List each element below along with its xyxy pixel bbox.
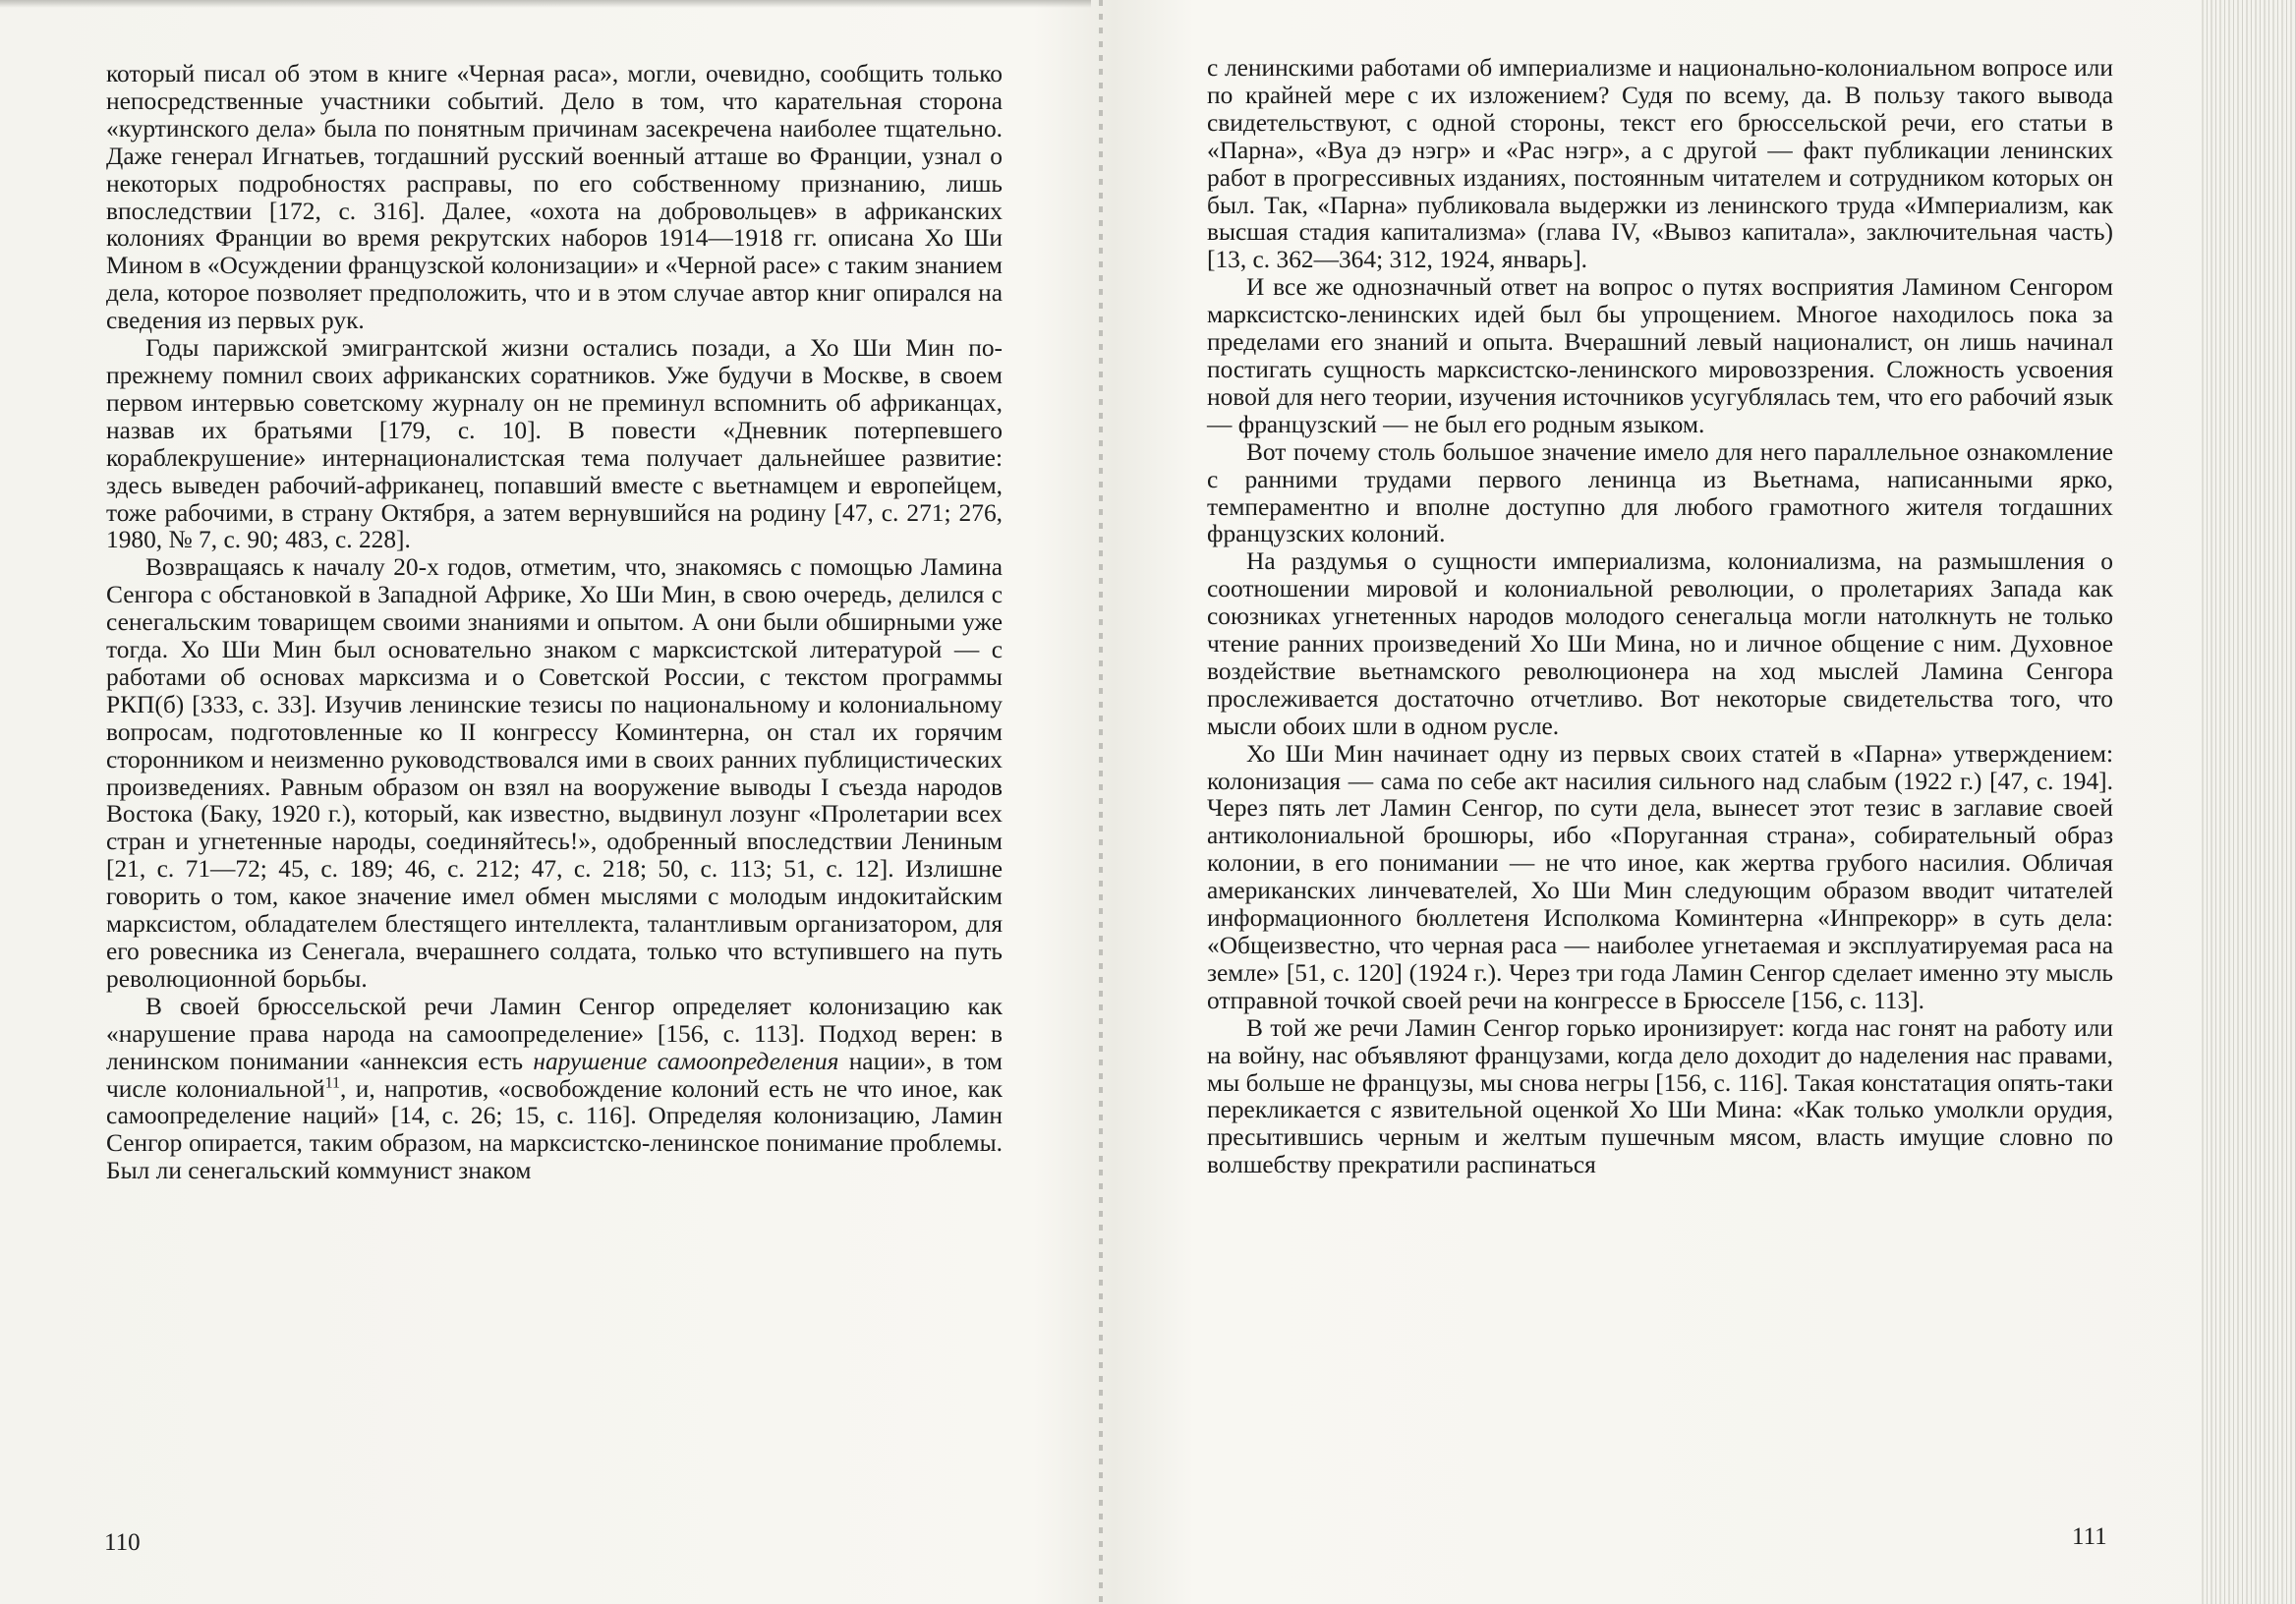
right-paragraph-3: Вот почему столь большое значение имело для него параллельное ознакомление с ранними трудами первого ленинца из Вьетнама, написанными ярко, темпераментно и вполне доступно для любого грамотного жителя тогдашних французских колоний. bbox=[1207, 437, 2113, 548]
page-number-left: 110 bbox=[104, 1529, 141, 1556]
page-edges bbox=[2202, 0, 2296, 1604]
right-paragraph-2: И все же однозначный ответ на вопрос о путях восприятия Ламином Сенгором марксистско-ленинских идей был бы упрощением. Многое находилось пока за пределами его знаний и опыта. Вчерашний левый националист, он лишь начинал постигать сущность марксистско-ленинского мировоззрения. Сложность усвоения новой для него теории, изучения источников усугублялась тем, что его рабочий язык — французский — не был его родным языком. bbox=[1207, 273, 2113, 438]
right-paragraph-5: Хо Ши Мин начинает одну из первых своих статей в «Парна» утверждением: колонизация — сама по себе акт насилия сильного над слабым (1922 г.) [47, с. 194]. Через пять лет Ламин Сенгор, по сути дела, вынесет этот тезис в заглавие своей антиколониальной брошюры, ибо «Поруганная страна», собирательный образ колонии, в его понимании — не что иное, как жертва грубого насилия. Обличая американских линчевателей, Хо Ши Мин следующим образом вводит читателей информационного бюллетеня Исполкома Коминтерна «Инпрекорр» в суть дела: «Общеизвестно, что черная раса — наиболее угнетаемая и эксплуатируемая раса на земле» [51, с. 120] (1924 г.). Через три года Ламин Сенгор сделает именно эту мысль отправной точкой своей речи на конгрессе в Брюсселе [156, с. 113]. bbox=[1207, 739, 2113, 1014]
left-paragraph-3: Возвращаясь к началу 20-х годов, отметим, что, знакомясь с помощью Ламина Сенгора с обстановкой в Западной Африке, Хо Ши Мин, в свою очередь, делился с сенегальским товарищем своими знаниями и опытом. А они были обширными уже тогда. Хо Ши Мин был основательно знаком с марксистской литературой — с работами об основах марксизма и о Советской России, с текстом программы РКП(б) [333, с. 33]. Изучив ленинские тезисы по национальному и колониальному вопросам, подготовленные ко II конгрессу Коминтерна, он стал их горячим сторонником и неизменно руководствовался ими в своих ранних публицистических произведениях. Равным образом он взял на вооружение выводы I съезда народов Востока (Баку, 1920 г.), который, как известно, выдвинул лозунг «Пролетарии всех стран и угнетенные народы, соединяйтесь!», одобренный впоследствии Лениным [21, с. 71—72; 45, с. 189; 46, с. 212; 47, с. 218; 50, с. 113; 51, с. 12]. Излишне говорить о том, какое значение имел обмен мыслями с молодым индокитайским марксистом, обладателем блестящего интеллекта, талантливым организатором, для его ровесника из Сенегала, вчерашнего солдата, только что вступившего на путь революционной борьбы. bbox=[106, 553, 1003, 993]
left-paragraph-2: Годы парижской эмигрантской жизни остались позади, а Хо Ши Мин по-прежнему помнил своих африканских соратников. Уже будучи в Москве, в своем первом интервью советскому журналу он не преминул вспомнить об африканцах, назвав их братьями [179, с. 10]. В повести «Дневник потерпевшего кораблекрушение» интернационалистская тема получает дальнейшее развитие: здесь выведен рабочий-африканец, попавший вместе с вьетнамцем и европейцем, тоже рабочими, в страну Октября, а затем вернувшийся на родину [47, с. 271; 276, 1980, № 7, с. 90; 483, с. 228]. bbox=[106, 334, 1003, 554]
left-paragraph-1: который писал об этом в книге «Черная раса», могли, очевидно, сообщить только непосредственные участники событий. Дело в том, что карательная сторона «куртинского дела» была по понятным причинам засекречена наиболее тщательно. Даже генерал Игнатьев, тогдашний русский военный атташе во Франции, узнал о некоторых подробностях расправы, по его собственному признанию, лишь впоследствии [172, с. 316]. Далее, «охота на добровольцев» в африканских колониях Франции во время рекрутских наборов 1914—1918 гг. описана Хо Ши Мином в «Осуждении французской колонизации» и «Черной расе» с таким знанием дела, которое позволяет предположить, что и в этом случае автор книг опирался на сведения из первых рук. bbox=[106, 60, 1003, 335]
italic-phrase: нарушение самоопределения bbox=[533, 1047, 839, 1075]
left-page-text bbox=[106, 61, 1003, 1185]
page-edge-shadow bbox=[0, 0, 1091, 8]
page-number-right: 111 bbox=[2072, 1523, 2107, 1550]
book-gutter bbox=[1099, 0, 1103, 1604]
right-paragraph-6: В той же речи Ламин Сенгор горько иронизирует: когда нас гонят на работу или на войну, нас объявляют французами, когда дело доходит до наделения нас правами, мы больше не французы, мы снова негры [156, с. 116]. Такая констатация опять-таки перекликается с язвительной оценкой Хо Ши Мина: «Как только умолкли орудия, пресытившись черным и желтым пушечным мясом, власть имущие словно по волшебству прекратили распинаться bbox=[1207, 1013, 2113, 1179]
right-page-text bbox=[1207, 55, 2113, 1179]
right-paragraph-1: с ленинскими работами об империализме и национально-колониальном вопросе или по крайней мере с их изложением? Судя по всему, да. В пользу такого вывода свидетельствуют, с одной стороны, текст его брюссельской речи, его статьи в «Парна», «Вуа дэ нэгр» и «Рас нэгр», а с другой — факт публикации ленинских работ в прогрессивных изданиях, постоянным читателем и сотрудником которых он был. Так, «Парна» публиковала выдержки из ленинского труда «Империализм, как высшая стадия капитализма» (глава IV, «Вывоз капитала», заключительная часть) [13, с. 362—364; 312, 1924, январь]. bbox=[1207, 54, 2113, 274]
footnote-marker: 11 bbox=[324, 1074, 340, 1092]
left-paragraph-4: В своей брюссельской речи Ламин Сенгор определяет колонизацию как «нарушение права народа на самоопределение» [156, с. 113]. Подход верен: в ленинском понимании «аннексия есть нарушение самоопределения нации», в том числе колониальной$^{11}$, и, напротив, «освобождение колоний есть не что иное, как самоопределение наций» [14, с. 26; 15, с. 116]. Определяя колонизацию, Ламин Сенгор опирается, таким образом, на марксистско-ленинское понимание проблемы. Был ли сенегальский коммунист знаком bbox=[106, 992, 1003, 1185]
right-paragraph-4: На раздумья о сущности империализма, колониализма, на размышления о соотношении мировой и колониальной революции, о пролетариях Запада как союзниках угнетенных народов молодого сенегальца могли натолкнуть не только чтение ранних произведений Хо Ши Мина, но и личное общение с ним. Духовное воздействие вьетнамского революционера на ход мыслей Ламина Сенгора прослеживается достаточно отчетливо. Вот некоторые свидетельства того, что мысли обоих шли в одном русле. bbox=[1207, 547, 2113, 740]
